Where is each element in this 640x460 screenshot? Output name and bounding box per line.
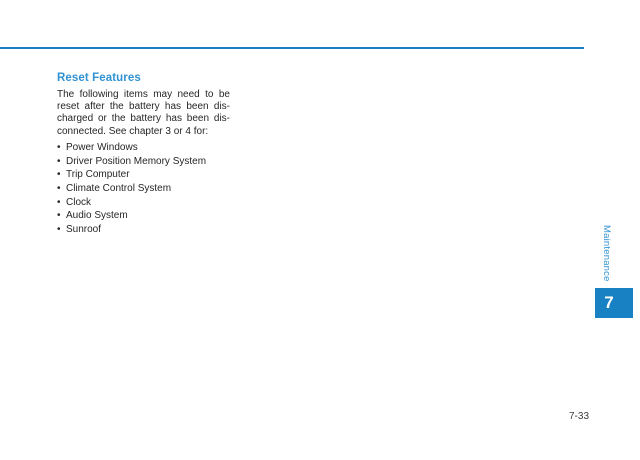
bullet-icon: • <box>57 155 61 167</box>
paragraph-line: reset after the battery has been dis- <box>57 101 230 113</box>
chapter-number: 7 <box>604 293 614 312</box>
bullet-icon: • <box>57 169 61 181</box>
side-tab-maintenance: Maintenance <box>601 225 612 282</box>
bullet-icon: • <box>57 182 61 194</box>
section-heading: Reset Features <box>57 72 141 84</box>
header-rule <box>0 47 584 49</box>
list-item-label: Climate Control System <box>66 182 172 194</box>
paragraph-line: charged or the battery has been dis- <box>57 113 230 125</box>
bullet-icon: • <box>57 210 61 222</box>
list-item <box>57 209 230 223</box>
list-item <box>57 155 230 169</box>
intro-paragraph <box>57 89 230 138</box>
paragraph-line: connected. See chapter 3 or 4 for: <box>57 125 209 137</box>
reset-features-section <box>57 71 230 237</box>
paragraph-line: The following items may need to be <box>57 89 230 100</box>
list-item-label: Driver Position Memory System <box>66 155 207 167</box>
list-item <box>57 223 230 237</box>
reset-items-list <box>57 141 230 237</box>
bullet-icon: • <box>57 196 61 208</box>
chapter-number-badge <box>595 288 633 318</box>
list-item-label: Audio System <box>66 210 128 222</box>
bullet-icon: • <box>57 141 61 153</box>
bullet-icon: • <box>57 224 61 236</box>
list-item-label: Power Windows <box>66 141 138 153</box>
list-item-label: Sunroof <box>66 224 102 236</box>
list-item-label: Trip Computer <box>66 169 130 181</box>
list-item <box>57 196 230 210</box>
list-item-label: Clock <box>66 196 92 208</box>
page-number: 7-33 <box>568 411 589 422</box>
list-item <box>57 141 230 155</box>
list-item <box>57 168 230 182</box>
list-item <box>57 182 230 196</box>
